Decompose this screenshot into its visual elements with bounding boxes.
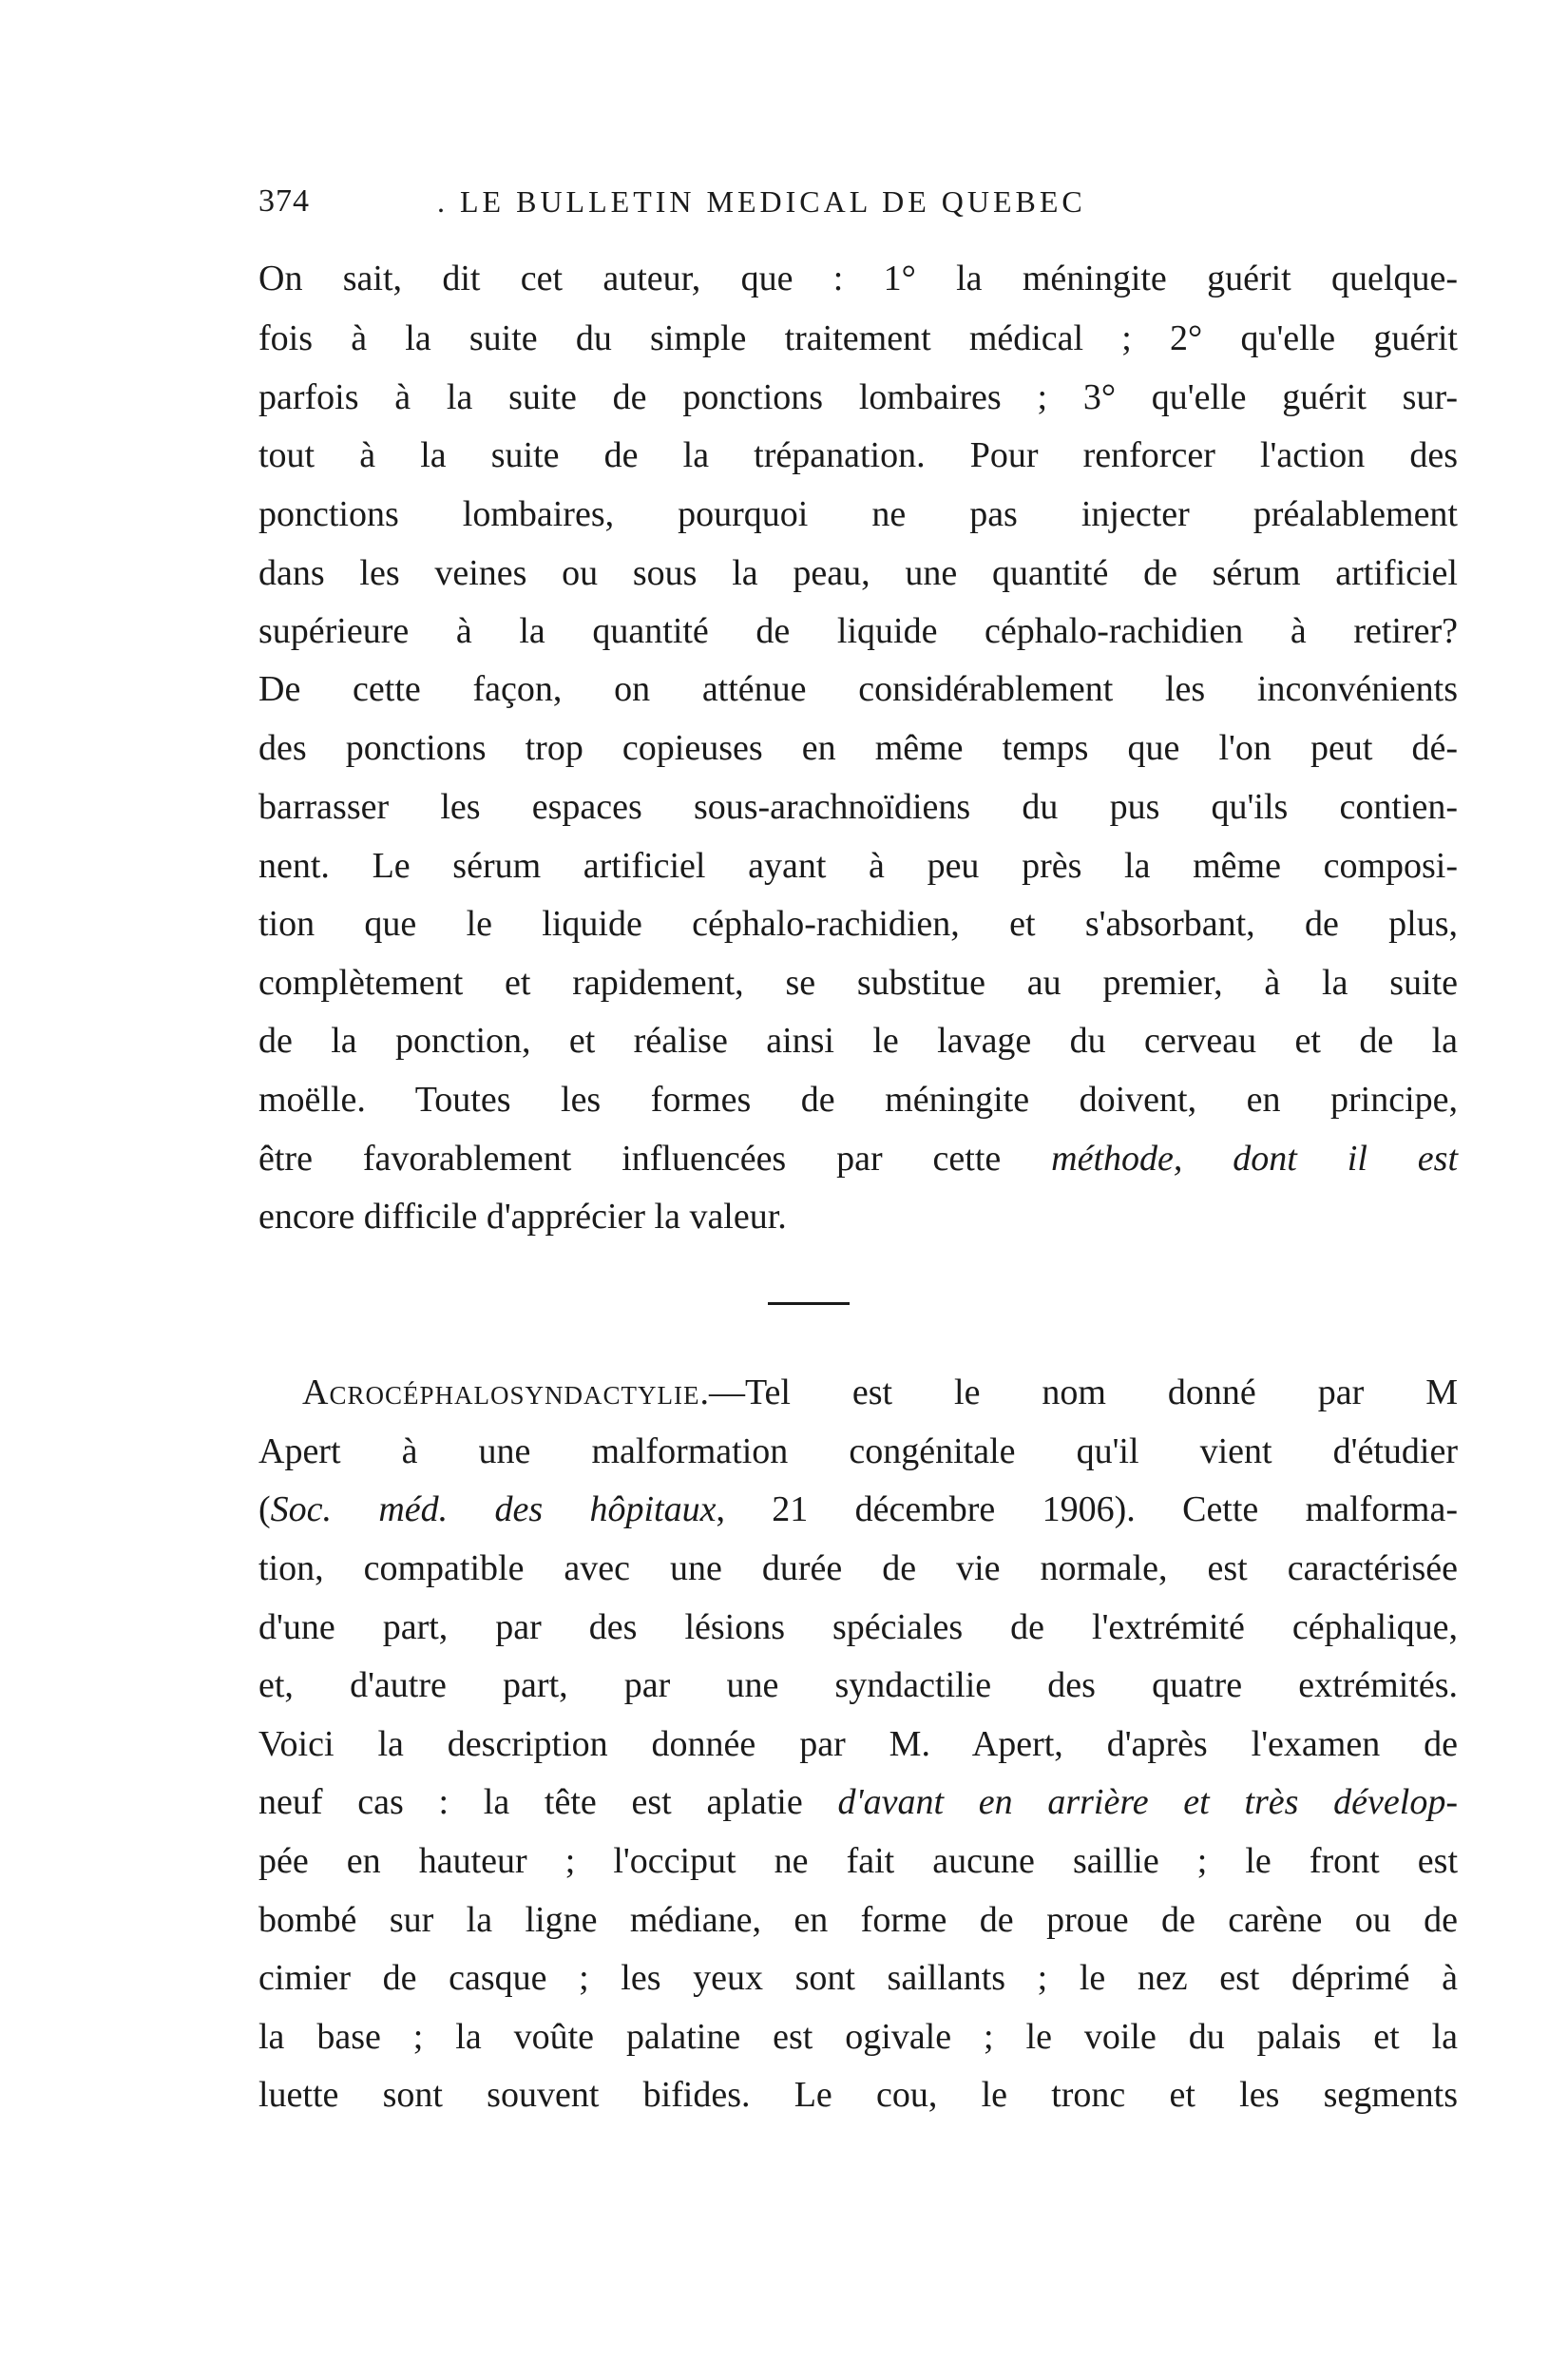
text-line: tout à la suite de la trépanation. Pour renforcer l'action des bbox=[258, 435, 1458, 475]
text-run: , 21 décembre 1906). Cette malforma- bbox=[716, 1489, 1458, 1529]
italic-run: méthode, dont il est bbox=[1051, 1139, 1458, 1179]
text-line: encore difficile d'apprécier la valeur. bbox=[258, 1197, 787, 1237]
text-line bbox=[258, 1488, 1458, 1531]
text-line: bombé sur la ligne médiane, en forme de proue de carène ou de bbox=[258, 1900, 1458, 1940]
text-line: et, d'autre part, par une syndactilie des quatre extrémités. bbox=[258, 1665, 1458, 1705]
page-header bbox=[258, 178, 1171, 225]
text-line bbox=[258, 1371, 1458, 1414]
text-line: de la ponction, et réalise ainsi le lavage du cerveau et de la bbox=[258, 1021, 1458, 1061]
text-line: tion que le liquide céphalo-rachidien, et s'absorbant, de plus, bbox=[258, 904, 1458, 944]
text-line: fois à la suite du simple traitement médical ; 2° qu'elle guérit bbox=[258, 318, 1458, 358]
text-line: d'une part, par des lésions spéciales de l'extrémité céphalique, bbox=[258, 1607, 1458, 1647]
text-line: complètement et rapidement, se substitue au premier, à la suite bbox=[258, 963, 1458, 1003]
text-line: moëlle. Toutes les formes de méningite doivent, en principe, bbox=[258, 1080, 1458, 1120]
text-line: des ponctions trop copieuses en même temps que l'on peut dé- bbox=[258, 728, 1458, 768]
text-line: supérieure à la quantité de liquide céphalo-rachidien à retirer? bbox=[258, 611, 1458, 651]
text-line: parfois à la suite de ponctions lombaires ; 3° qu'elle guérit sur- bbox=[258, 377, 1458, 417]
text-line: cimier de casque ; les yeux sont saillants ; le nez est déprimé à bbox=[258, 1958, 1458, 1998]
citation-italic: Soc. méd. des hôpitaux bbox=[270, 1489, 717, 1529]
text-line: tion, compatible avec une durée de vie normale, est caractérisée bbox=[258, 1548, 1458, 1588]
text-line: la base ; la voûte palatine est ogivale ; le voile du palais et la bbox=[258, 2017, 1458, 2057]
section-heading: Acrocéphalosyndactylie bbox=[302, 1372, 700, 1412]
text-line: On sait, dit cet auteur, que : 1° la méningite guérit quelque- bbox=[258, 259, 1458, 298]
text-line: pée en hauteur ; l'occiput ne fait aucune saillie ; le front est bbox=[258, 1841, 1458, 1881]
text-line bbox=[258, 1780, 1458, 1824]
text-run: .—Tel est le nom donné par M bbox=[699, 1372, 1458, 1412]
text-line: Voici la description donnée par M. Apert, d'après l'examen de bbox=[258, 1724, 1458, 1764]
running-title: . LE BULLETIN MEDICAL DE QUEBEC bbox=[437, 184, 1086, 219]
text-line: Apert à une malformation congénitale qu'il vient d'étudier bbox=[258, 1431, 1458, 1471]
page-number: 374 bbox=[258, 183, 310, 219]
text-line: nent. Le sérum artificiel ayant à peu près la même composi- bbox=[258, 846, 1458, 886]
text-run: neuf cas : la tête est aplatie bbox=[258, 1782, 838, 1822]
text-run: ( bbox=[258, 1489, 271, 1529]
text-line: ponctions lombaires, pourquoi ne pas injecter préalablement bbox=[258, 494, 1458, 534]
text-line: De cette façon, on atténue considérablement les inconvénients bbox=[258, 669, 1458, 709]
text-line: luette sont souvent bifides. Le cou, le tronc et les segments bbox=[258, 2075, 1458, 2115]
text-line: dans les veines ou sous la peau, une quantité de sérum artificiel bbox=[258, 553, 1458, 593]
text-run: être favorablement influencées par cette bbox=[258, 1139, 1052, 1179]
italic-run: d'avant en arrière et très dévelop- bbox=[837, 1782, 1458, 1822]
text-line: barrasser les espaces sous-arachnoïdiens du pus qu'ils contien- bbox=[258, 787, 1458, 827]
section-divider bbox=[768, 1302, 850, 1305]
text-line bbox=[258, 1137, 1458, 1180]
